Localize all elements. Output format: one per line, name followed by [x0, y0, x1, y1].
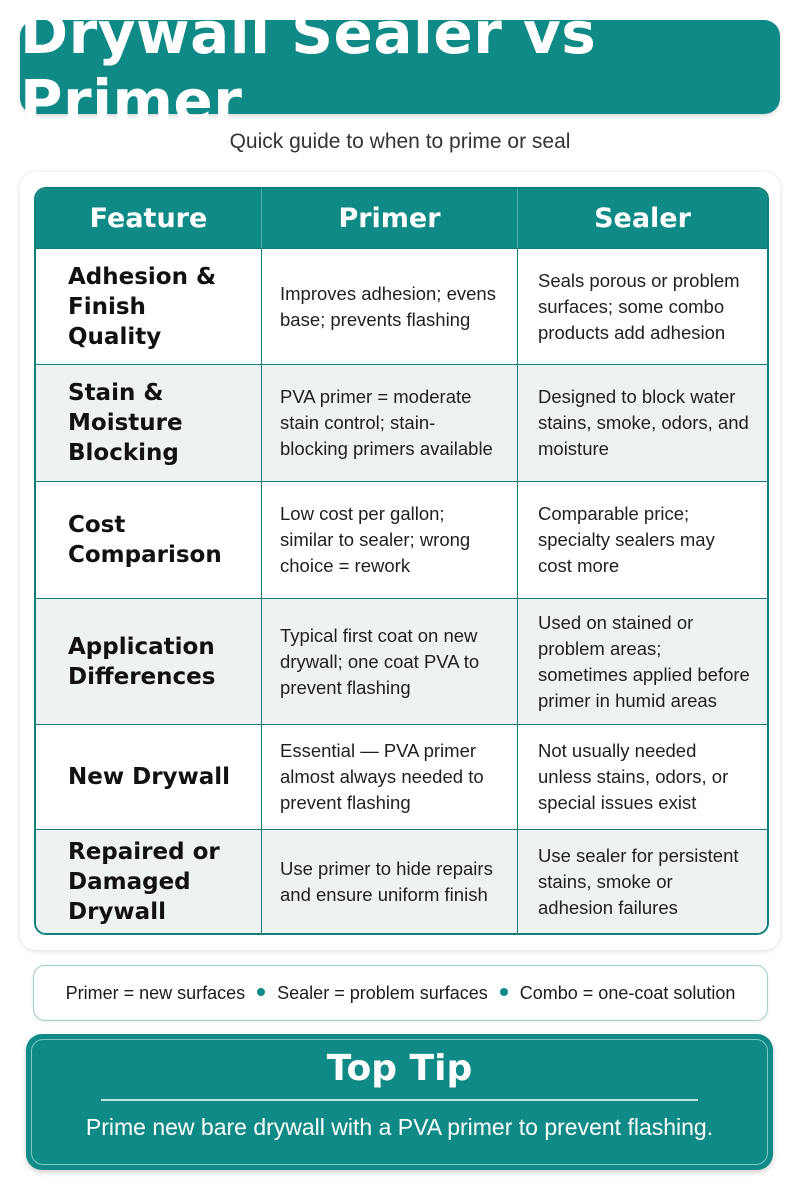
legend-combo: Combo = one-coat solution: [519, 982, 736, 1003]
feature-cell: Cost Comparison: [36, 481, 262, 598]
primer-cell: Low cost per gallon; similar to sealer; wrong choice = rework: [262, 481, 518, 598]
table-row: [36, 364, 767, 481]
tip-title: Top Tip: [326, 1048, 473, 1089]
legend-primer: Primer = new surfaces: [65, 982, 246, 1003]
tip-divider: [101, 1099, 698, 1101]
legend-sealer: Sealer = problem surfaces: [277, 982, 488, 1003]
tip-text: Prime new bare drywall with a PVA primer to prevent flashing.: [85, 1114, 714, 1140]
sealer-cell: Not usually needed unless stains, odors, or special issues exist: [518, 724, 767, 829]
page-title: Drywall Sealer vs Primer: [20, 0, 597, 135]
primer-cell: Essential — PVA primer almost always needed to prevent flashing: [262, 724, 518, 829]
feature-cell: New Drywall: [36, 724, 262, 829]
sealer-cell: Use sealer for persistent stains, smoke or adhesion failures: [518, 829, 767, 933]
table-row: [36, 724, 767, 829]
sealer-cell: Used on stained or problem areas; sometimes applied before primer in humid areas: [518, 598, 767, 724]
table-row: [36, 598, 767, 724]
feature-cell: Stain & Moisture Blocking: [36, 364, 262, 481]
sealer-cell: Designed to block water stains, smoke, odors, and moisture: [518, 364, 767, 481]
feature-cell: Repaired or Damaged Drywall: [36, 829, 262, 933]
legend-separator-dot: [257, 988, 265, 996]
comparison-table: [34, 187, 769, 935]
feature-cell: Application Differences: [36, 598, 262, 724]
header-feature: Feature: [36, 189, 262, 248]
page-subtitle: Quick guide to when to prime or seal: [229, 130, 571, 153]
sealer-cell: Seals porous or problem surfaces; some combo products add adhesion: [518, 248, 767, 364]
header-primer: Primer: [262, 189, 518, 248]
title-banner: [20, 0, 780, 135]
table-row: [36, 481, 767, 598]
header-sealer: Sealer: [518, 189, 767, 248]
table-row: [36, 829, 767, 933]
primer-cell: Improves adhesion; evens base; prevents flashing: [262, 248, 518, 364]
legend-bar: [33, 965, 768, 1021]
feature-cell: Adhesion & Finish Quality: [36, 248, 262, 364]
primer-cell: Use primer to hide repairs and ensure uniform finish: [262, 829, 518, 933]
table-row: [36, 248, 767, 364]
primer-cell: PVA primer = moderate stain control; stain-blocking primers available: [262, 364, 518, 481]
primer-cell: Typical first coat on new drywall; one coat PVA to prevent flashing: [262, 598, 518, 724]
sealer-cell: Comparable price; specialty sealers may cost more: [518, 481, 767, 598]
table-header-row: [36, 189, 767, 248]
legend-separator-dot: [500, 988, 508, 996]
top-tip-box: [26, 1034, 773, 1170]
